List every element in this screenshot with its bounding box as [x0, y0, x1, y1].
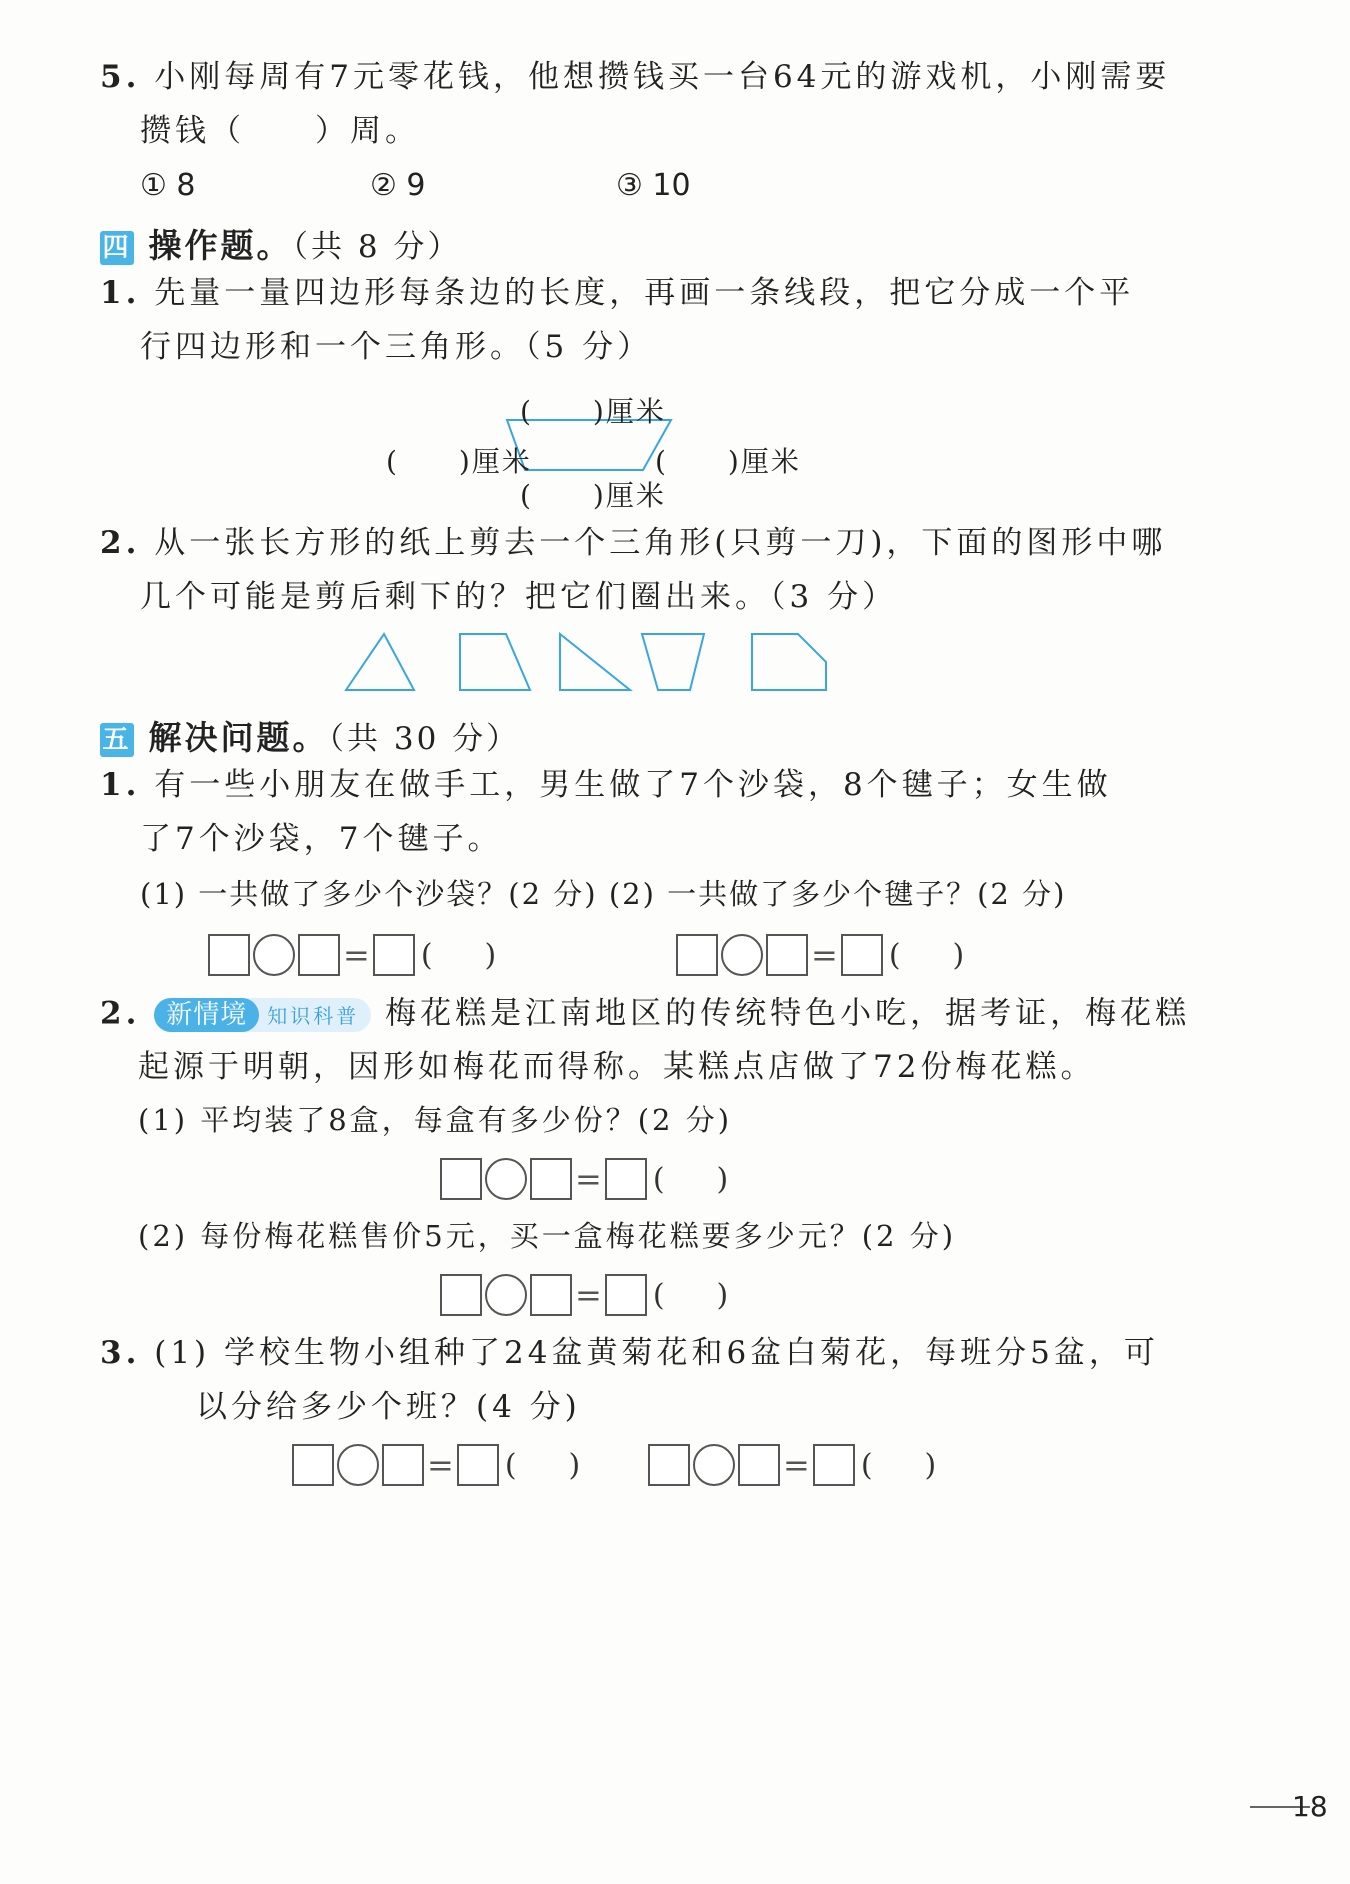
section-badge: 四 [100, 231, 134, 265]
s5q2-line2: 起源于明朝，因形如梅花而得称。某糕点店做了72份梅花糕。 [138, 1049, 1096, 1085]
operator-circle[interactable] [485, 1158, 527, 1200]
question-number: 5. [100, 59, 141, 95]
q5-option-1[interactable]: ① 8 [140, 168, 196, 203]
label-top-length: ( )厘米 [520, 395, 666, 428]
s5q3-line2: 以分给多少个班？(4 分) [196, 1389, 581, 1425]
section-points: （共 30 分） [328, 721, 521, 757]
shape-triangle [346, 634, 414, 690]
label-right-length: ( )厘米 [655, 445, 801, 478]
q5-line2: 攒钱（ ）周。 [140, 113, 420, 149]
label-left-length: ( )厘米 [386, 445, 532, 478]
operator-circle[interactable] [721, 934, 763, 976]
operator-circle[interactable] [253, 934, 295, 976]
equals-sign: = [811, 936, 838, 974]
question-text: (1) 学校生物小组种了24盆黄菊花和6盆白菊花，每班分5盆，可 [154, 1335, 1159, 1371]
equals-sign: = [427, 1446, 454, 1484]
answer-box[interactable] [530, 1158, 572, 1200]
context-tag [154, 998, 371, 1032]
question-text: 先量一量四边形每条边的长度，再画一条线段，把它分成一个平 [154, 275, 1135, 311]
s4q2-line2: 几个可能是剪后剩下的？把它们圈出来。（3 分） [140, 579, 898, 615]
answer-box[interactable] [530, 1274, 572, 1316]
question-number: 2. [100, 525, 141, 561]
question-text: 有一些小朋友在做手工，男生做了7个沙袋，8个毽子；女生做 [154, 767, 1112, 803]
shape-trapezoid-inverted [642, 634, 704, 690]
section-badge: 五 [100, 723, 134, 757]
section-5-header [100, 712, 520, 759]
answer-box[interactable] [298, 934, 340, 976]
tag-sub-label: 知识科普 [267, 1004, 360, 1028]
answer-box[interactable] [648, 1444, 690, 1486]
unit-blank[interactable]: () [420, 937, 549, 973]
shape-right-triangle [560, 634, 630, 690]
unit-blank[interactable]: () [888, 937, 1017, 973]
s5q3-line1 [100, 1335, 1159, 1371]
unit-blank[interactable]: () [652, 1277, 781, 1313]
equals-sign: = [575, 1160, 602, 1198]
label-bottom-length: ( )厘米 [520, 479, 666, 512]
answer-box[interactable] [605, 1274, 647, 1316]
s5q1-line2: 了7个沙袋，7个毽子。 [140, 821, 503, 857]
answer-box[interactable] [738, 1444, 780, 1486]
answer-box[interactable] [813, 1444, 855, 1486]
question-text: 梅花糕是江南地区的传统特色小吃，据考证，梅花糕 [385, 995, 1191, 1032]
unit-blank[interactable]: () [652, 1161, 781, 1197]
s4q1-line1 [100, 275, 1135, 311]
q5-option-3[interactable]: ③ 10 [616, 168, 691, 203]
s5q2-line1 [100, 995, 1191, 1032]
equation-s5q1-1 [208, 934, 548, 976]
s5q2-sub1: (1) 平均装了8盒，每盒有多少份？(2 分) [138, 1103, 733, 1137]
section-title: 操作题。 [148, 226, 293, 265]
operator-circle[interactable] [337, 1444, 379, 1486]
answer-box[interactable] [208, 934, 250, 976]
s5q1-line1 [100, 767, 1112, 803]
s4q1-line2: 行四边形和一个三角形。（5 分） [140, 329, 653, 365]
tag-main-label: 新情境 [154, 998, 259, 1032]
answer-box[interactable] [382, 1444, 424, 1486]
question-number: 1. [100, 767, 141, 803]
section-4-header [100, 220, 461, 267]
shape-pentagon [752, 634, 826, 690]
answer-box[interactable] [605, 1158, 647, 1200]
unit-blank[interactable]: () [504, 1447, 633, 1483]
equation-s5q1-2 [676, 934, 1016, 976]
answer-box[interactable] [440, 1274, 482, 1316]
unit-blank[interactable]: () [860, 1447, 989, 1483]
question-number: 1. [100, 275, 141, 311]
section-title: 解决问题。 [148, 718, 329, 757]
operator-circle[interactable] [693, 1444, 735, 1486]
shape-trapezoid-right [460, 634, 530, 690]
s5q1-sub: (1) 一共做了多少个沙袋？(2 分) (2) 一共做了多少个毽子？(2 分) [140, 877, 1067, 911]
question-text: 小刚每周有7元零花钱，他想攒钱买一台64元的游戏机，小刚需要 [154, 59, 1171, 95]
answer-box[interactable] [373, 934, 415, 976]
answer-box[interactable] [440, 1158, 482, 1200]
answer-box[interactable] [676, 934, 718, 976]
operator-circle[interactable] [485, 1274, 527, 1316]
question-number: 2. [100, 995, 141, 1032]
equals-sign: = [343, 936, 370, 974]
answer-box[interactable] [766, 934, 808, 976]
answer-box[interactable] [292, 1444, 334, 1486]
answer-box[interactable] [457, 1444, 499, 1486]
equation-s5q3-1 [292, 1444, 632, 1486]
s4q2-line1 [100, 525, 1167, 561]
equation-s5q2-2 [440, 1274, 780, 1316]
question-number: 3. [100, 1335, 141, 1371]
equation-s5q2-1 [440, 1158, 780, 1200]
q5-line1 [100, 59, 1171, 95]
equation-s5q3-2 [648, 1444, 988, 1486]
equals-sign: = [575, 1276, 602, 1314]
shapes-row [340, 628, 840, 698]
q5-option-2[interactable]: ② 9 [370, 168, 426, 203]
equals-sign: = [783, 1446, 810, 1484]
section-points: （共 8 分） [292, 229, 462, 265]
question-text: 从一张长方形的纸上剪去一个三角形(只剪一刀)，下面的图形中哪 [154, 525, 1167, 561]
s5q2-sub2: (2) 每份梅花糕售价5元，买一盒梅花糕要多少元？(2 分) [138, 1219, 957, 1253]
answer-box[interactable] [841, 934, 883, 976]
page-number: 18 [1292, 1790, 1328, 1823]
